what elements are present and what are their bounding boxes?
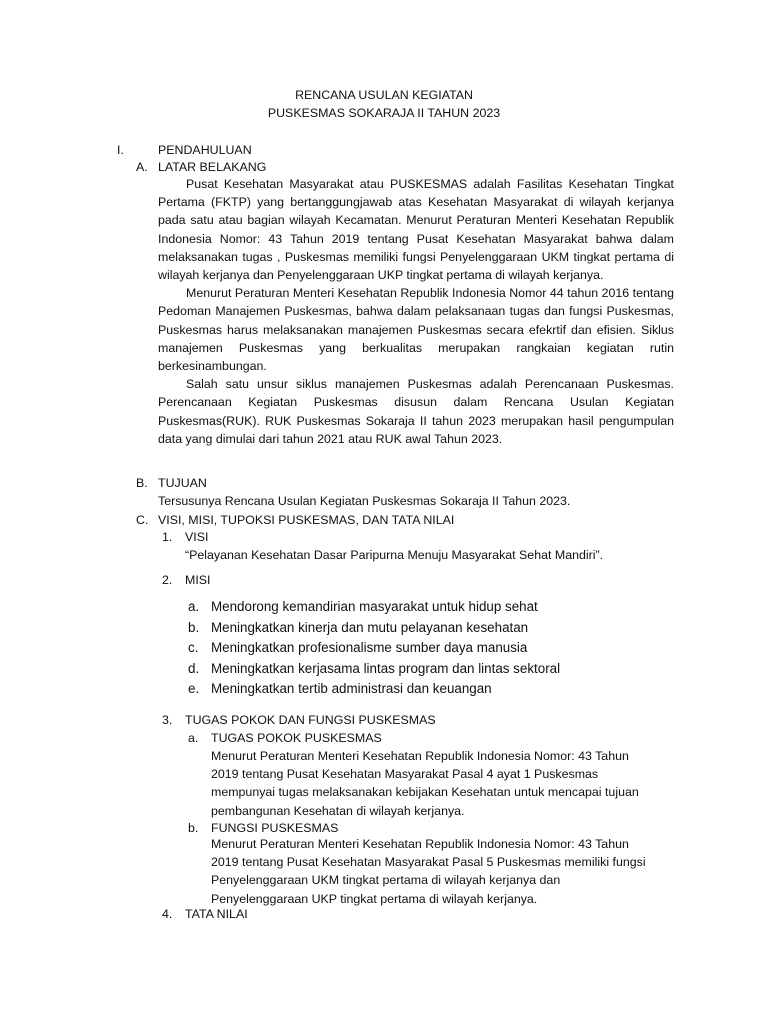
misi-item-text: Meningkatkan kinerja dan mutu pelayanan kesehatan	[211, 619, 529, 635]
tujuan-text: Tersusunya Rencana Usulan Kegiatan Puskesmas Sokaraja II Tahun 2023.	[158, 494, 571, 508]
misi-item-text: Meningkatkan tertib administrasi dan keuangan	[211, 681, 492, 696]
section-c-label: C.	[136, 513, 149, 527]
section-1-number: I.	[117, 143, 124, 157]
list-item	[188, 679, 608, 700]
misi-list	[188, 597, 608, 700]
tugas-line: 2019 tentang Pusat Kesehatan Masyarakat Pasal 4 ayat 1 Puskesmas	[211, 767, 599, 782]
tupoksi-heading: TUGAS POKOK DAN FUNGSI PUSKESMAS	[185, 713, 436, 727]
misi-item-text: Meningkatkan profesionalisme sumber daya manusia	[211, 640, 528, 655]
fungsi-label: b.	[188, 821, 199, 835]
tugas-line: Menurut Peraturan Menteri Kesehatan Republik Indonesia Nomor: 43 Tahun	[211, 749, 629, 763]
visi-text: “Pelayanan Kesehatan Dasar Paripurna Menuju Masyarakat Sehat Mandiri”.	[185, 548, 604, 562]
list-item	[188, 618, 608, 639]
misi-item-label: a.	[188, 599, 200, 614]
paragraph-3: Salah satu unsur siklus manajemen Puskesmas adalah Perencanaan Puskesmas. Perencanaan Kegiatan Puskesmas disusun dalam Rencana Usulan Kegiatan Puskesmas(RUK). RUK Puskesmas Sokaraja II tahun 2023 merupakan hasil pengumpulan data yang dimulai dari tahun 2021 atau RUK awal Tahun 2023.	[158, 377, 674, 446]
section-b-heading: TUJUAN	[158, 476, 207, 490]
tugas-line: pembangunan Kesehatan di wilayah kerjanya.	[211, 803, 465, 818]
misi-item-text: Meningkatkan kerjasama lintas program dan lintas sektoral	[211, 660, 561, 676]
tata-nilai-number: 4.	[162, 907, 173, 921]
section-a-heading: LATAR BELAKANG	[158, 160, 267, 174]
visi-number: 1.	[162, 530, 173, 544]
misi-item-label: c.	[188, 640, 199, 655]
tugas-heading: TUGAS POKOK PUSKESMAS	[211, 731, 382, 745]
fungsi-heading: FUNGSI PUSKESMAS	[211, 821, 339, 835]
list-item	[188, 597, 608, 618]
misi-number: 2.	[162, 573, 173, 587]
fungsi-line: Penyelenggaraan UKM tingkat pertama di wilayah kerjanya dan	[211, 873, 561, 888]
list-item	[188, 659, 608, 680]
visi-heading: VISI	[185, 530, 209, 544]
latar-belakang-text	[158, 175, 674, 448]
section-1-heading: PENDAHULUAN	[158, 143, 252, 157]
section-a-label: A.	[136, 160, 148, 174]
tugas-line: mempunyai tugas melaksanakan kebijakan Kesehatan untuk mencapai tujuan	[211, 785, 639, 800]
fungsi-line: 2019 tentang Pusat Kesehatan Masyarakat Pasal 5 Puskesmas memiliki fungsi	[211, 855, 646, 870]
tupoksi-number: 3.	[162, 713, 173, 727]
misi-item-label: d.	[188, 660, 200, 676]
misi-item-label: b.	[188, 619, 200, 635]
section-b-label: B.	[136, 476, 148, 490]
fungsi-line: Penyelenggaraan UKP tingkat pertama di wilayah kerjanya.	[211, 891, 538, 906]
tugas-label: a.	[188, 731, 199, 745]
section-c-heading: VISI, MISI, TUPOKSI PUSKESMAS, DAN TATA NILAI	[158, 513, 455, 527]
doc-title-line2: PUSKESMAS SOKARAJA II TAHUN 2023	[267, 106, 501, 120]
list-item	[188, 638, 608, 659]
misi-heading: MISI	[185, 573, 211, 587]
paragraph-2: Menurut Peraturan Menteri Kesehatan Republik Indonesia Nomor 44 tahun 2016 tentang Pedoman Manajemen Puskesmas, bahwa dalam pelaksanaan tugas dan fungsi Puskesmas, Puskesmas harus melaksanakan manajemen Puskesmas secara efekrtif dan efisien. Siklus manajemen Puskesmas yang berkualitas merupakan rangkaian kegiatan rutin berkesinambungan.	[158, 286, 674, 374]
fungsi-line: Menurut Peraturan Menteri Kesehatan Republik Indonesia Nomor: 43 Tahun	[211, 837, 629, 851]
misi-item-label: e.	[188, 681, 200, 696]
tata-nilai-heading: TATA NILAI	[185, 907, 248, 921]
paragraph-1: Pusat Kesehatan Masyarakat atau PUSKESMAS adalah Fasilitas Kesehatan Tingkat Pertama (FKTP) yang bertanggungjawab atas Kesehatan Masyarakat di wilayah kerjanya pada satu atau bagian wilayah Kecamatan. Menurut Peraturan Menteri Kesehatan Republik Indonesia Nomor: 43 Tahun 2019 tentang Pusat Kesehatan Masyarakat bahwa dalam melaksanakan tugas , Puskesmas memiliki fungsi Penyelenggaraan UKM tingkat pertama di wilayah kerjanya dan Penyelenggaraan UKP tingkat pertama di wilayah kerjanya.	[158, 177, 674, 283]
misi-item-text: Mendorong kemandirian masyarakat untuk hidup sehat	[211, 599, 538, 614]
tugas-text	[211, 747, 671, 820]
doc-title-line1: RENCANA USULAN KEGIATAN	[295, 88, 473, 102]
fungsi-text	[211, 835, 671, 908]
